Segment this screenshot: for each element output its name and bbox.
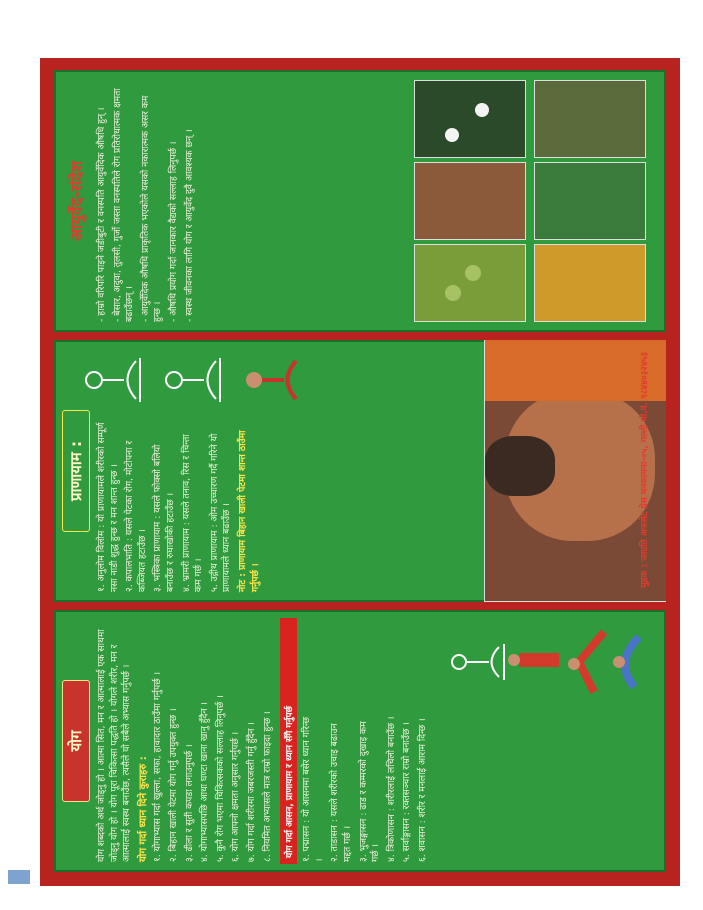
pranayam-text (96, 412, 262, 602)
pranayam-item: ३. भस्त्रिका प्राणायाम : यसले फोक्सो बलियो बनाउँछ र रुघाखोकी हटाउँछ । (152, 444, 176, 592)
printer-footer: मुद्रक : जाग्रति अफसेट प्रेस मनकामना-०५, गल्ली मो.नं. ९८४४०३२४५३ (640, 352, 650, 588)
yogi-beard (485, 436, 555, 496)
yoga-rule: ८. नियमित अभ्यासले मात्र राम्रो फाइदा हुन्छ । (261, 711, 273, 862)
asana-figures-illustration (444, 617, 654, 702)
ayurveda-item: - आयुर्वेदिक औषधि प्राकृतिक भएकोले यसको नकारात्मक असर कम हुन्छ । (139, 95, 164, 322)
asana-item: ६. शवासन : शरीर र मनलाई आराम दिन्छ । (416, 718, 428, 862)
herb-picture (534, 244, 646, 322)
yoga-rule: ७. योग गर्दा शरीरमा जबरजस्ती गर्नु हुँदैन । (245, 722, 257, 862)
asana-item: २. ताडासन : यसले शरीरको उचाइ बढाउन मद्दत गर्छ । (329, 723, 353, 862)
asana-item: ४. त्रिकोणासन : शरीरलाई लचिलो बनाउँछ । (385, 716, 397, 862)
yoga-intro: योग शब्दको अर्थ जोड्नु हो । आत्मा सित, मन र आत्मालाई एक साथमा जोड्नु योग हो । योग पूरा चिकित्सा पद्धति हो । योगले शरीर, मन र आत्मालाई स्वस्थ बनाउँछ, त्यसैले यो सबैले अभ्यास गर्नुपर्छ । (96, 629, 133, 862)
yoga-title: योग (62, 680, 90, 802)
herb-picture (414, 162, 526, 240)
pranayam-note: नोट : प्राणायाम बिहान खाली पेटमा शान्त ठाउँमा गर्नुपर्छ । (236, 430, 261, 592)
panel-pranayam (54, 340, 666, 602)
pranayam-item: २. कपालभाति : यसले पेटका रोग, मोटोपना र कब्जियत हटाउँछ । (124, 440, 148, 592)
scan-tag (8, 870, 30, 884)
ayurveda-item: - हाम्रो वरिपरि पाइने जडीबुटी र वनस्पति आयुर्वेदिक औषधि हुन् । (96, 107, 107, 322)
pranayam-title: प्राणायाम : (62, 410, 90, 532)
pranayam-item: ५. उद्गीथ प्राणायाम : ओम उच्चारण गर्दै गरिने यो प्राणायामले ध्यान बढाउँछ । (208, 433, 233, 592)
panel-ayurveda (54, 70, 666, 332)
asana-item: ५. सर्वाङ्गासन : रक्तसञ्चार राम्रो बनाउँछ । (401, 722, 413, 862)
herb-picture (534, 80, 646, 158)
asana-item: १. पद्मासन : यो आसनमा बसेर ध्यान गरिन्छ । (301, 716, 325, 862)
yoga-rules-title: योग गर्दा ध्यान दिने कुराहरु : (137, 756, 149, 862)
asana-banner: योग गर्दा आसन, प्राणायाम र ध्यान सँगै गर्नुपर्छ (280, 618, 297, 864)
meditation-figures-illustration (74, 342, 314, 417)
yoga-rule: १. योगाभ्यास गर्दा खुल्ला, सफा, हावादार ठाउँमा गर्नुपर्छ । (152, 671, 164, 862)
rotated-brochure (40, 58, 680, 886)
asana-list (301, 702, 429, 872)
pranayam-item: ४. भ्रामरी प्राणायाम : यसले तनाव, रिस र चिन्ता कम गर्छ । (180, 434, 205, 592)
brochure-sheet (40, 58, 680, 886)
ayurveda-title: आयुर्वेद-संदेश (67, 161, 86, 241)
yoga-rule: २. बिहान खाली पेटमा योग गर्नु उपयुक्त हुन्छ । (167, 708, 179, 862)
yoga-rule: ६. योग आफ्नो क्षमता अनुसार गर्नुपर्छ । (230, 731, 242, 862)
yoga-text (96, 610, 274, 872)
panel-yoga (54, 610, 666, 872)
herb-picture (534, 162, 646, 240)
ayurveda-text (96, 70, 196, 332)
herb-picture (414, 244, 526, 322)
asana-item: ३. भुजङ्गासन : ढाड र कम्मरको दुखाइ कम गर्छ । (357, 721, 382, 862)
yoga-rule: ५. कुनै रोग भएमा चिकित्सकको सल्लाह लिनुपर्छ । (214, 695, 226, 862)
pranayam-item: १. अनुलोम विलोम : यो प्राणायामले शरीरको सम्पूर्ण नसा नाडी शुद्ध हुन्छ र मन शान्त हुन्छ । (96, 422, 120, 592)
ayurveda-item: - बेसार, अदुवा, तुलसी, गुर्जो जस्ता वनस्पतिले रोग प्रतिरोधात्मक क्षमता बढाउँछन् । (111, 88, 136, 322)
yoga-rule: ३. ढीला र सुती कपडा लगाउनुपर्छ । (183, 744, 195, 862)
yoga-rule: ४. योगाभ्यासपछि आधा घण्टा खाना खानु हुँदैन । (199, 701, 211, 862)
ayurveda-item: - स्वस्थ जीवनका लागि योग र आयुर्वेद दुवै आवश्यक छन् । (183, 129, 195, 322)
herb-gallery (414, 80, 654, 322)
ayurveda-item: - औषधि प्रयोग गर्दा जानकार वैद्यको सल्लाह लिनुपर्छ । (167, 141, 179, 322)
herb-picture (414, 80, 526, 158)
